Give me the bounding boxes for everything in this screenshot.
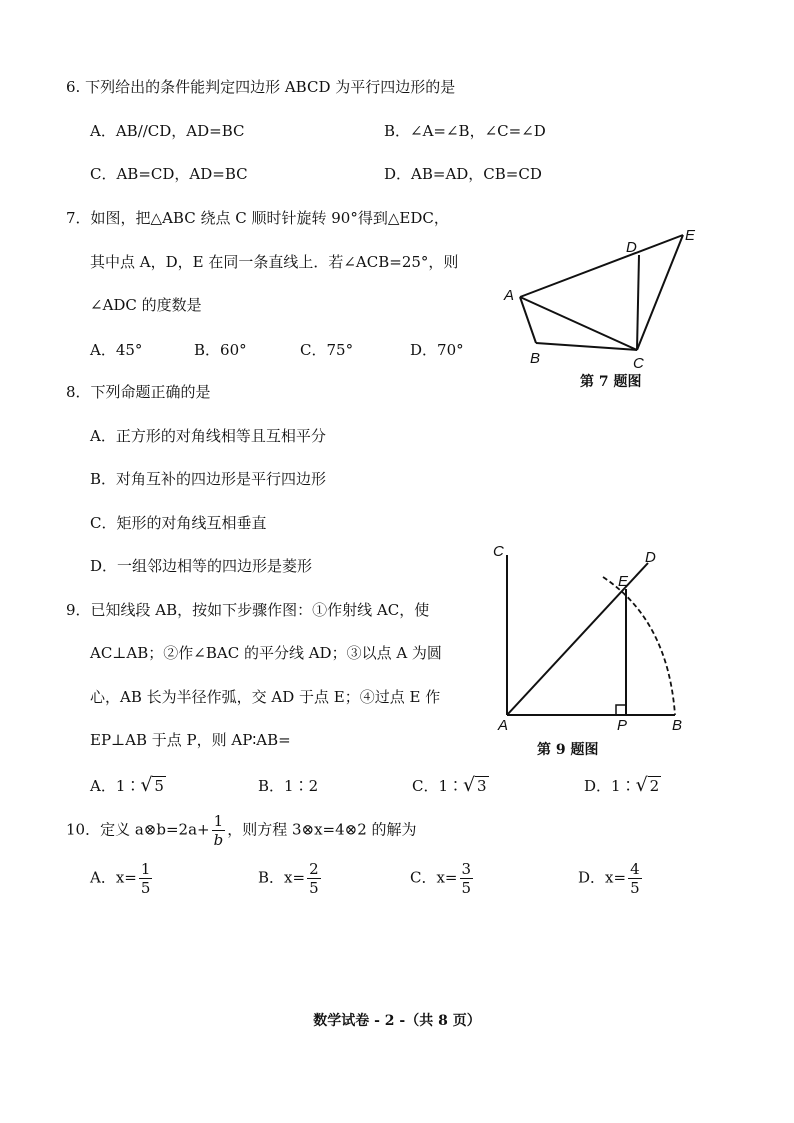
q9-label-a: A bbox=[498, 717, 509, 734]
q9-option-c-radicand: 3 bbox=[477, 777, 487, 795]
q9-option-c-prefix: C．1∶ bbox=[412, 777, 464, 795]
q10-definition-numerator: 1 bbox=[212, 812, 226, 831]
q9-option-d-sqrt: √ 2 bbox=[635, 774, 660, 796]
q10-option-d-numerator: 4 bbox=[630, 860, 640, 878]
q10-option-d-prefix: D．x= bbox=[578, 868, 627, 887]
q7-label-d: D bbox=[626, 239, 637, 256]
q7-segment-ae bbox=[520, 235, 683, 297]
q10-option-c-prefix: C．x= bbox=[410, 868, 458, 887]
q10-option-a-fraction bbox=[139, 860, 153, 897]
q10-stem-prefix: 10．定义 a⊗b=2a+ bbox=[66, 820, 210, 839]
q6-option-b: B．∠A=∠B，∠C=∠D bbox=[384, 122, 546, 140]
q9-option-a bbox=[90, 775, 166, 796]
q7-line2: 其中点 A，D，E 在同一条直线上．若∠ACB=25°，则 bbox=[90, 253, 459, 271]
q10-option-c bbox=[410, 860, 475, 897]
q6-option-c: C．AB=CD，AD=BC bbox=[90, 165, 248, 183]
page-footer: 数学试卷 - 2 -（共 8 页） bbox=[313, 1013, 481, 1029]
q7-label-c: C bbox=[633, 355, 644, 370]
q9-figure bbox=[485, 540, 700, 740]
q8-option-a: A．正方形的对角线相等且互相平分 bbox=[90, 427, 326, 445]
q10-option-c-denominator: 5 bbox=[461, 879, 472, 897]
q6-option-a: A．AB//CD，AD=BC bbox=[90, 122, 245, 140]
q8-option-d: D．一组邻边相等的四边形是菱形 bbox=[90, 557, 313, 575]
q10-option-a-numerator: 1 bbox=[140, 860, 151, 878]
q10-option-b-fraction bbox=[307, 860, 321, 897]
q10-stem-suffix: ，则方程 3⊗x=4⊗2 的解为 bbox=[227, 820, 417, 839]
q9-line1: 9．已知线段 AB，按如下步骤作图：①作射线 AC，使 bbox=[66, 601, 430, 619]
q7-option-d: D．70° bbox=[410, 341, 464, 359]
q10-option-d bbox=[578, 860, 644, 897]
q10-option-b bbox=[258, 860, 323, 897]
q9-option-c-sqrt: √ 3 bbox=[463, 774, 487, 796]
q8-option-c: C．矩形的对角线互相垂直 bbox=[90, 514, 267, 532]
q7-label-a: A bbox=[504, 287, 515, 304]
q9-label-b: B bbox=[672, 717, 683, 734]
q9-option-d-prefix: D．1∶ bbox=[584, 777, 636, 795]
q10-definition-denominator: b bbox=[213, 831, 224, 849]
q7-label-e: E bbox=[685, 227, 696, 244]
q10-option-a-prefix: A．x= bbox=[90, 868, 137, 887]
q6-option-d: D．AB=AD，CB=CD bbox=[384, 165, 542, 183]
q10-option-d-fraction bbox=[628, 860, 642, 897]
q10-option-a-denominator: 5 bbox=[140, 879, 151, 897]
q7-label-b: B bbox=[530, 350, 541, 367]
q7-option-c: C．75° bbox=[300, 341, 354, 359]
q9-option-a-sqrt: √ 5 bbox=[140, 774, 164, 796]
q9-label-p: P bbox=[617, 717, 628, 734]
q7-figure-caption: 第 7 题图 bbox=[580, 374, 642, 390]
q10-option-c-numerator: 3 bbox=[461, 860, 472, 878]
q10-option-b-prefix: B．x= bbox=[258, 868, 306, 887]
q10-option-d-denominator: 5 bbox=[630, 879, 640, 897]
q9-label-e: E bbox=[618, 573, 629, 590]
q9-label-d: D bbox=[645, 549, 656, 566]
q7-option-a: A．45° bbox=[90, 341, 143, 359]
q9-right-angle-mark bbox=[616, 705, 626, 715]
q7-segment-ec bbox=[637, 235, 683, 350]
q9-option-a-prefix: A．1∶ bbox=[90, 777, 141, 795]
q10-option-b-numerator: 2 bbox=[309, 860, 319, 878]
q9-line2: AC⊥AB；②作∠BAC 的平分线 AD；③以点 A 为圆 bbox=[90, 644, 442, 662]
q9-label-c: C bbox=[493, 543, 504, 560]
q7-segment-dc bbox=[637, 255, 639, 350]
q9-figure-caption: 第 9 题图 bbox=[537, 742, 599, 758]
q9-option-b: B．1∶2 bbox=[258, 777, 319, 795]
q9-option-a-radicand: 5 bbox=[154, 777, 164, 795]
q7-figure bbox=[490, 220, 710, 370]
q9-option-d bbox=[584, 775, 661, 796]
q7-segment-ac bbox=[520, 297, 637, 350]
q10-option-c-fraction bbox=[460, 860, 474, 897]
q10-option-b-denominator: 5 bbox=[309, 879, 319, 897]
q9-line3: 心，AB 长为半径作弧，交 AD 于点 E；④过点 E 作 bbox=[90, 688, 441, 706]
q9-option-d-radicand: 2 bbox=[649, 777, 660, 795]
q9-option-c bbox=[412, 775, 489, 796]
q10-stem bbox=[66, 812, 417, 849]
q10-definition-fraction bbox=[212, 812, 226, 849]
q6-stem: 6. 下列给出的条件能判定四边形 ABCD 为平行四边形的是 bbox=[66, 78, 456, 96]
q8-stem: 8．下列命题正确的是 bbox=[66, 383, 211, 401]
q7-line1: 7．如图，把△ABC 绕点 C 顺时针旋转 90°得到△EDC， bbox=[66, 209, 449, 227]
q9-line4: EP⊥AB 于点 P，则 AP∶AB= bbox=[90, 731, 291, 749]
q10-option-a bbox=[90, 860, 154, 897]
q9-arc bbox=[603, 577, 675, 715]
q7-option-b: B．60° bbox=[194, 341, 247, 359]
q8-option-b: B．对角互补的四边形是平行四边形 bbox=[90, 470, 327, 488]
q7-line3: ∠ADC 的度数是 bbox=[90, 296, 202, 314]
